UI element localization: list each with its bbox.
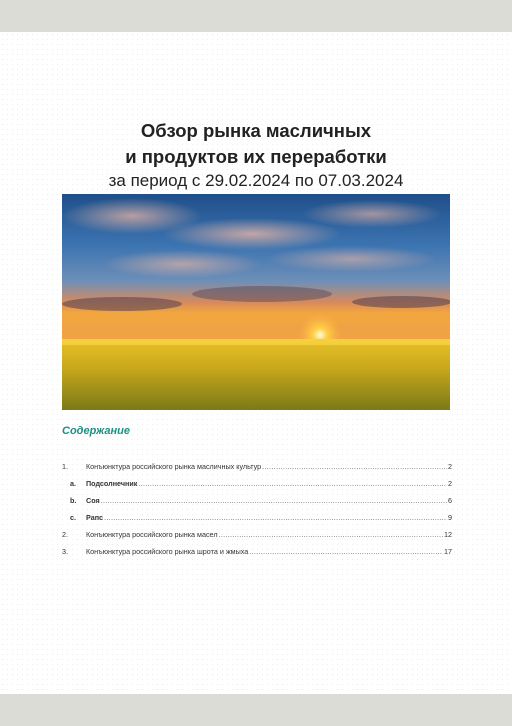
toc-entry-number: a.	[70, 479, 76, 488]
toc-entry-label: Соя	[86, 496, 100, 505]
toc-entry-number: 3.	[62, 547, 68, 556]
document-title-line2: и продуктов их переработки	[125, 146, 387, 167]
cover-photo	[62, 194, 450, 410]
toc-entry-number: b.	[70, 496, 77, 505]
toc-entry-page: 17	[444, 547, 452, 556]
document-subtitle: за период с 29.02.2024 по 07.03.2024	[108, 171, 404, 190]
toc-entry[interactable]	[62, 526, 452, 543]
toc-entry-label: Рапс	[86, 513, 104, 522]
toc-entry-number: 2.	[62, 530, 68, 539]
toc-entry[interactable]	[62, 492, 452, 509]
toc-entry-label: Подсолнечник	[86, 479, 138, 488]
toc-entry-label: Конъюнктура российского рынка шрота и жмыха	[86, 547, 249, 556]
toc-entry-page: 12	[444, 530, 452, 539]
toc-entry-page: 2	[448, 462, 452, 471]
toc-entry-page: 2	[448, 479, 452, 488]
toc-dot-leader	[104, 509, 447, 526]
toc-entry[interactable]	[62, 509, 452, 526]
toc-dot-leader	[262, 458, 447, 475]
toc-entry-label: Конъюнктура российского рынка масел	[86, 530, 218, 539]
toc-heading: Содержание	[62, 425, 130, 437]
toc-entry-number: 1.	[62, 462, 68, 471]
toc-entry[interactable]	[62, 458, 452, 475]
toc-entry-number: c.	[70, 513, 76, 522]
toc-entry[interactable]	[62, 475, 452, 492]
document-title-line1: Обзор рынка масличных	[140, 120, 372, 141]
document-page	[0, 32, 512, 694]
toc-dot-leader	[249, 543, 443, 560]
toc-entry-page: 6	[448, 496, 452, 505]
toc-dot-leader	[138, 475, 447, 492]
toc-entry-page: 9	[448, 513, 452, 522]
table-of-contents	[62, 458, 452, 560]
toc-entry-label: Конъюнктура российского рынка масличных культур	[86, 462, 262, 471]
toc-dot-leader	[101, 492, 447, 509]
toc-dot-leader	[219, 526, 443, 543]
toc-entry[interactable]	[62, 543, 452, 560]
